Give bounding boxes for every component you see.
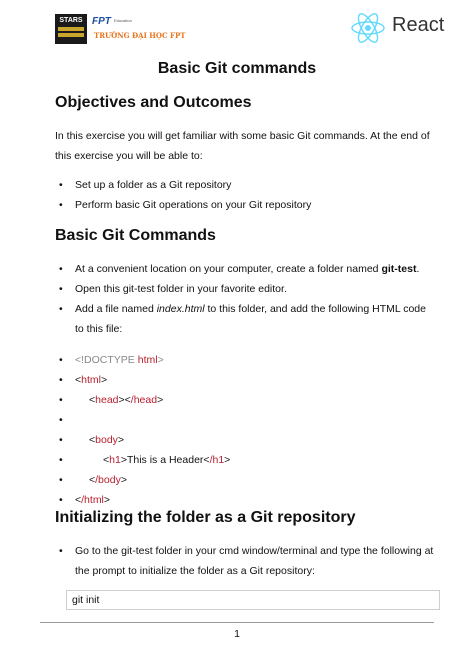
objectives-paragraph [55, 126, 435, 166]
init-heading: Initializing the folder as a Git repository [55, 509, 356, 526]
page-title: Basic Git commands [157, 60, 317, 77]
item-text: Add a file named [75, 303, 157, 315]
fpt-mark: FPT [92, 16, 111, 27]
list-item: • Set up a folder as a Git repository [55, 175, 445, 195]
list-item: • Open this git-test folder in your favorite editor. [55, 279, 445, 299]
objectives-para-line1: In this exercise you will get familiar with some basic Git commands. At the end of [55, 130, 430, 142]
item-text: to this file: [75, 323, 123, 335]
code-line: • </html> [55, 490, 445, 510]
page-header [0, 0, 474, 60]
commands-list [55, 259, 445, 339]
code-line: • <body> [55, 430, 445, 450]
list-item: • Perform basic Git operations on your Git repository [55, 195, 445, 215]
objectives-list [55, 175, 445, 215]
stars-logo-text: STARS [59, 17, 83, 24]
html-code-list [55, 350, 445, 510]
folder-name: git-test [381, 263, 417, 275]
react-icon [350, 10, 386, 46]
item-text: . [416, 263, 420, 275]
fpt-university-logo [92, 16, 186, 46]
item-text: to this folder, and add the following HTML code [204, 303, 426, 315]
item-text: the prompt to initialize the folder as a Git repository: [75, 565, 315, 577]
commands-heading: Basic Git Commands [55, 227, 216, 244]
fpt-sub: Education [114, 18, 132, 23]
code-line: • <head></head> [55, 390, 445, 410]
page-number: 1 [234, 628, 240, 640]
item-text: Go to the git-test folder in your cmd window/terminal and type the following at [75, 545, 434, 557]
footer-divider [40, 622, 434, 623]
file-name: index.html [156, 303, 205, 315]
fpt-university-name: TRƯỜNG ĐẠI HỌC FPT [94, 31, 186, 40]
list-item [55, 299, 445, 339]
command-code-block: git init [66, 590, 440, 610]
react-logo-text: React [392, 14, 445, 36]
code-line-empty [55, 410, 445, 430]
code-line: • <h1>This is a Header</h1> [55, 450, 445, 470]
code-line: • <!DOCTYPE html> [55, 350, 445, 370]
objectives-para-line2: this exercise you will be able to: [55, 150, 203, 162]
init-list [55, 541, 445, 581]
code-line: • </body> [55, 470, 445, 490]
item-text: At a convenient location on your computer, create a folder named [75, 263, 382, 275]
list-item [55, 259, 445, 279]
stars-logo [55, 14, 87, 44]
objectives-heading: Objectives and Outcomes [55, 94, 252, 111]
list-item [55, 541, 445, 581]
code-line: • <html> [55, 370, 445, 390]
